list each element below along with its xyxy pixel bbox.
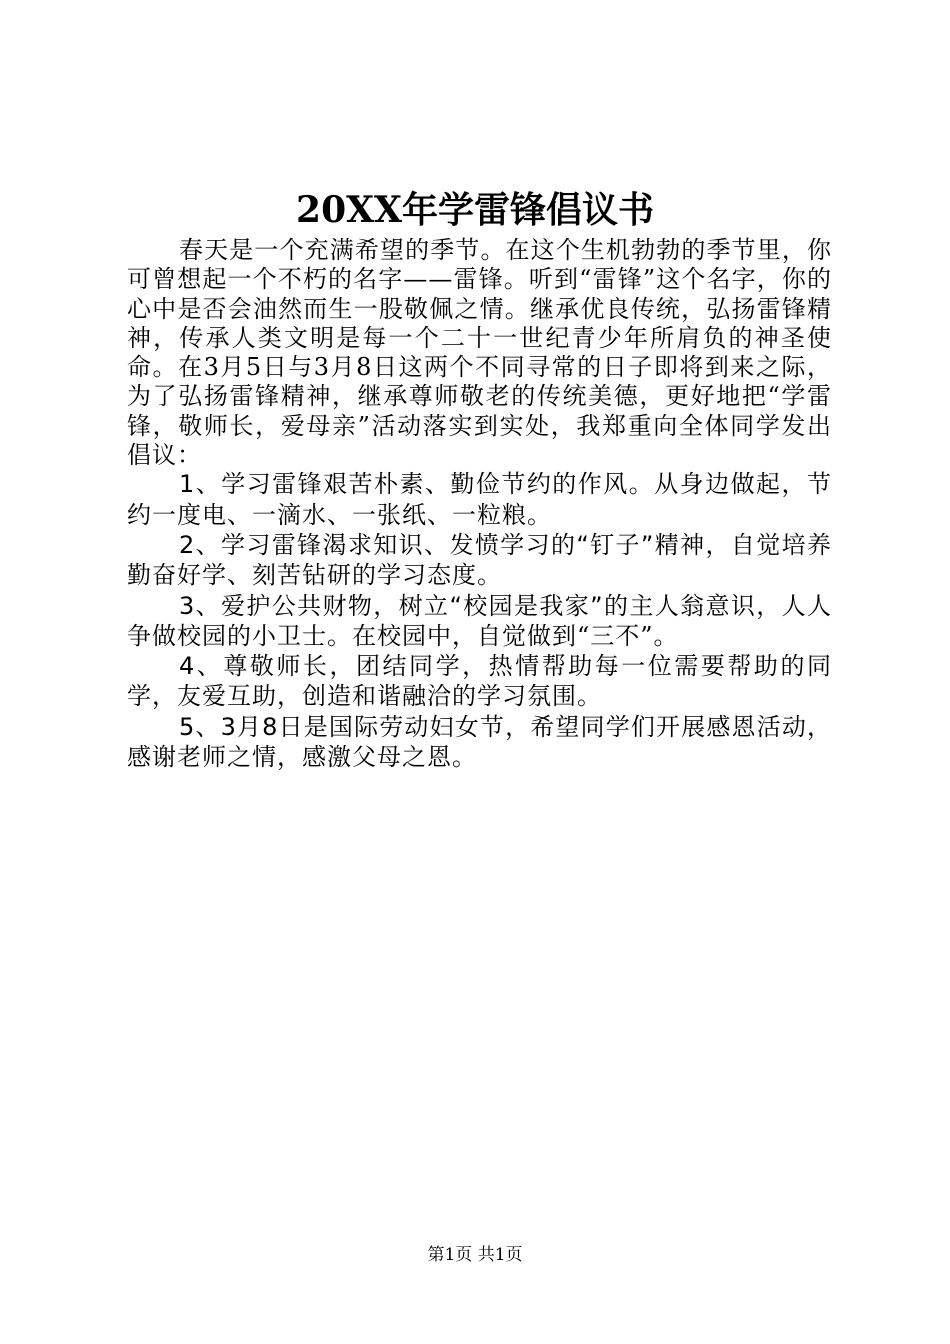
page-footer: 第1页 共1页 [427, 1245, 523, 1265]
proposal-item-main: 5、3月8日是国际劳动妇女节，希望同学们开展感恩活动，感谢老师之情，感激父母之恩。 [127, 712, 832, 772]
proposal-item-detail: 在校园中，自觉做到“三不”。 [352, 621, 679, 650]
intro-paragraph: 春天是一个充满希望的季节。在这个生机勃勃的季节里，你可曾想起一个不朽的名字——雷锋。听到“雷锋”这个名字，你的心中是否会油然而生一股敬佩之情。继承优良传统，弘扬雷锋精神，传承人类文明是每一个二十一世纪青少年所肩负的神圣使命。在3月5日与3月8日这两个不同寻常的日子即将到来之际，为了弘扬雷锋精神，继承尊师敬老的传统美德，更好地把“学雷锋，敬师长，爱母亲”活动落实到实处，我郑重向全体同学发出倡议： [127, 236, 832, 470]
document-title: 20XX年学雷锋倡议书 [296, 189, 654, 231]
proposal-item-1 [127, 470, 832, 531]
proposal-item-main: 2、学习雷锋渴求知识、发愤学习的“钉子”精神，自觉培养勤奋好学、刻苦钻研的学习态度。 [127, 530, 832, 590]
proposal-item-main: 1、学习雷锋艰苦朴素、勤俭节约的作风。 [179, 470, 655, 499]
proposal-item-4 [127, 652, 832, 713]
proposal-item-detail: 从身边做起，节约一度电、一滴水、一张纸、一粒粮。 [127, 470, 832, 529]
proposal-item-main: 4、尊敬师长，团结同学，热情帮助每一位需要帮助的同学，友爱互助，创造和谐融洽的学习氛围。 [127, 652, 832, 711]
document-body [127, 236, 832, 773]
proposal-item-2 [127, 531, 832, 592]
proposal-item-main: 3、爱护公共财物，树立“校园是我家”的主人翁意识，人人争做校园的小卫士。 [127, 591, 832, 650]
proposal-item-3 [127, 592, 832, 653]
proposal-item-5 [127, 713, 832, 774]
